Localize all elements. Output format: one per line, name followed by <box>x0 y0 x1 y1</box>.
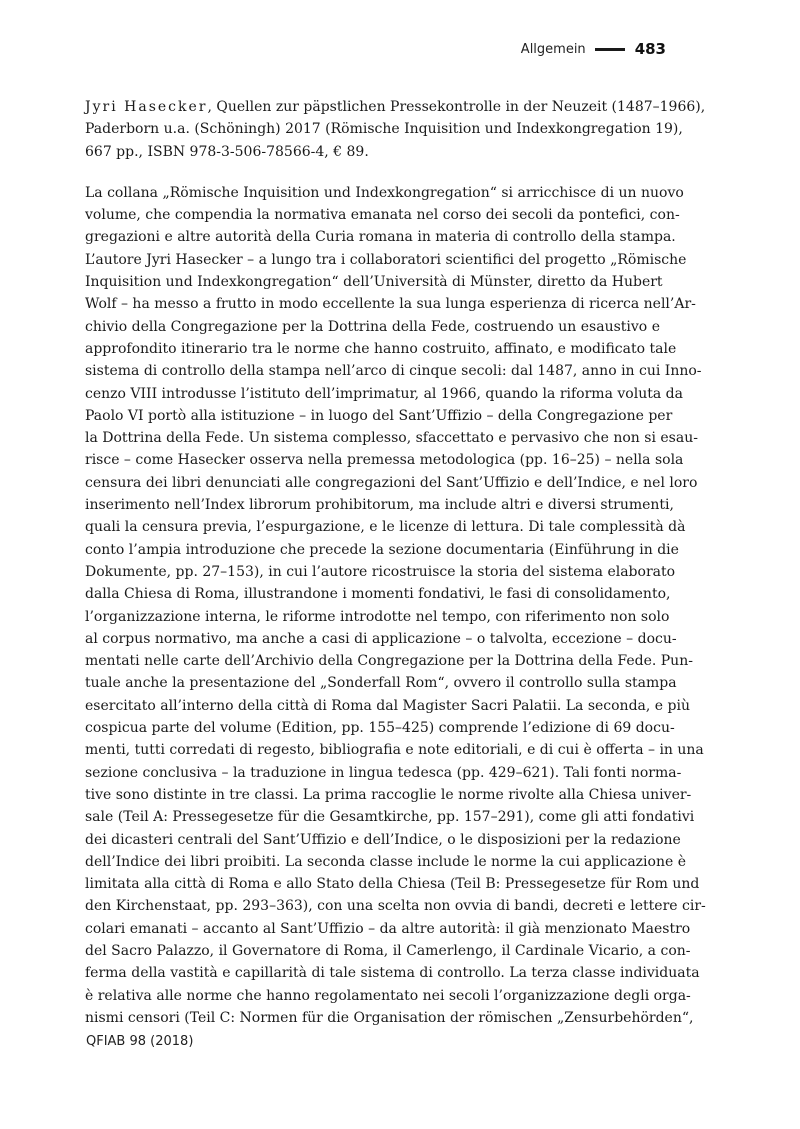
review-line: la Dottrina della Fede. Un sistema complesso, sfaccettato e pervasivo che non si esau- <box>85 430 698 447</box>
review-line: Dokumente, pp. 27–153), in cui l’autore ricostruisce la storia del sistema elaborato <box>85 563 676 580</box>
review-line: sezione conclusiva – la traduzione in lingua tedesca (pp. 429–621). Tali fonti norma- <box>85 764 682 781</box>
review-line: limitata alla città di Roma e allo Stato della Chiesa (Teil B: Pressegesetze für Rom und <box>85 876 700 893</box>
page-body <box>85 96 706 1029</box>
review-line: volume, che compendia la normativa emanata nel corso dei secoli da pontefici, con- <box>85 207 680 224</box>
review-line: tive sono distinte in tre classi. La prima raccoglie le norme rivolte alla Chiesa univer- <box>85 786 692 803</box>
reference-line-3: 667 pp., ISBN 978-3-506-78566-4, € 89. <box>85 143 369 160</box>
reference-line-1: Jyri Hasecker, Quellen zur päpstlichen Pressekontrolle in der Neuzeit (1487–1966), <box>85 99 706 115</box>
review-line: risce – come Hasecker osserva nella premessa metodologica (pp. 16–25) – nella sola <box>85 452 684 469</box>
review-line: dei dicasteri centrali del Sant’Uffizio e dell’Indice, o le disposizioni per la redazione <box>85 831 681 848</box>
review-line: è relativa alle norme che hanno regolamentato nei secoli l’organizzazione degli orga- <box>85 987 691 1004</box>
review-line: gregazioni e altre autorità della Curia romana in materia di controllo della stampa. <box>85 229 676 246</box>
review-line: den Kirchenstaat, pp. 293–363), con una scelta non ovvia di bandi, decreti e lettere cir- <box>85 898 706 915</box>
running-head <box>521 40 666 58</box>
review-line: inserimento nell’Index librorum prohibitorum, ma include altri e diversi strumenti, <box>85 497 674 514</box>
page-number: 483 <box>634 40 666 58</box>
review-line: esercitato all’interno della città di Roma dal Magister Sacri Palatii. La seconda, e più <box>85 697 690 714</box>
review-line: l’organizzazione interna, le riforme introdotte nel tempo, con riferimento non solo <box>85 608 670 625</box>
header-rule <box>595 48 625 51</box>
section-label: Allgemein <box>520 41 586 57</box>
review-line: nismi censori (Teil C: Normen für die Organisation der römischen „Zensurbehörden“, <box>85 1009 694 1026</box>
journal-footer: QFIAB 98 (2018) <box>86 1034 194 1049</box>
book-reference <box>85 96 706 163</box>
review-line: ferma della vastità e capillarità di tale sistema di controllo. La terza classe individuata <box>85 965 700 982</box>
review-line: cenzo VIII introdusse l’istituto dell’imprimatur, al 1966, quando la riforma voluta da <box>85 385 683 402</box>
review-line: tuale anche la presentazione del „Sonderfall Rom“, ovvero il controllo sulla stampa <box>85 675 677 692</box>
review-line: del Sacro Palazzo, il Governatore di Roma, il Camerlengo, il Cardinale Vicario, a con- <box>85 942 691 959</box>
review-line: conto l’ampia introduzione che precede la sezione documentaria (Einführung in die <box>85 541 679 558</box>
review-line: sistema di controllo della stampa nell’arco di cinque secoli: dal 1487, anno in cui Inno- <box>85 363 702 380</box>
review-line: dalla Chiesa di Roma, illustrandone i momenti fondativi, le fasi di consolidamento, <box>85 586 671 603</box>
review-line: L’autore Jyri Hasecker – a lungo tra i collaboratori scientifici del progetto „Römische <box>85 251 687 268</box>
review-line: approfondito itinerario tra le norme che hanno costruito, affinato, e modificato tale <box>85 340 677 357</box>
review-line: chivio della Congregazione per la Dottrina della Fede, costruendo un esaustivo e <box>85 318 660 335</box>
review-line: La collana „Römische Inquisition und Indexkongregation“ si arricchisce di un nuovo <box>85 184 684 201</box>
review-line: al corpus normativo, ma anche a casi di applicazione – o talvolta, eccezione – docu- <box>85 630 677 647</box>
review-line: menti, tutti corredati di regesto, bibliografia e note editoriali, e di cui è offerta – in una <box>85 742 704 759</box>
review-line: Wolf – ha messo a frutto in modo eccellente la sua lunga esperienza di ricerca nell’Ar- <box>85 296 696 313</box>
review-line: dell’Indice dei libri proibiti. La seconda classe include le norme la cui applicazione è <box>85 853 686 870</box>
reference-line-2: Paderborn u.a. (Schöningh) 2017 (Römische Inquisition und Indexkongregation 19), <box>85 121 683 138</box>
reference-author: Jyri Hasecker <box>85 99 208 115</box>
review-line: sale (Teil A: Pressegesetze für die Gesamtkirche, pp. 157–291), come gli atti fondativi <box>85 809 695 826</box>
review-line: Paolo VI portò alla istituzione – in luogo del Sant’Uffizio – della Congregazione per <box>85 407 673 424</box>
review-line: Inquisition und Indexkongregation“ dell’Università di Münster, diretto da Hubert <box>85 274 663 291</box>
review-line: cospicua parte del volume (Edition, pp. 155–425) comprende l’edizione di 69 docu- <box>85 720 675 737</box>
review-line: colari emanati – accanto al Sant’Uffizio – da altre autorità: il già menzionato Maestro <box>85 920 691 937</box>
review-line: mentati nelle carte dell’Archivio della Congregazione per la Dottrina della Fede. Pun- <box>85 653 693 670</box>
review-line: censura dei libri denunciati alle congregazioni del Sant’Uffizio e dell’Indice, e nel loro <box>85 474 698 491</box>
review-line: quali la censura previa, l’espurgazione, e le licenze di lettura. Di tale complessità dà <box>85 519 686 536</box>
review-paragraph <box>85 182 706 1029</box>
